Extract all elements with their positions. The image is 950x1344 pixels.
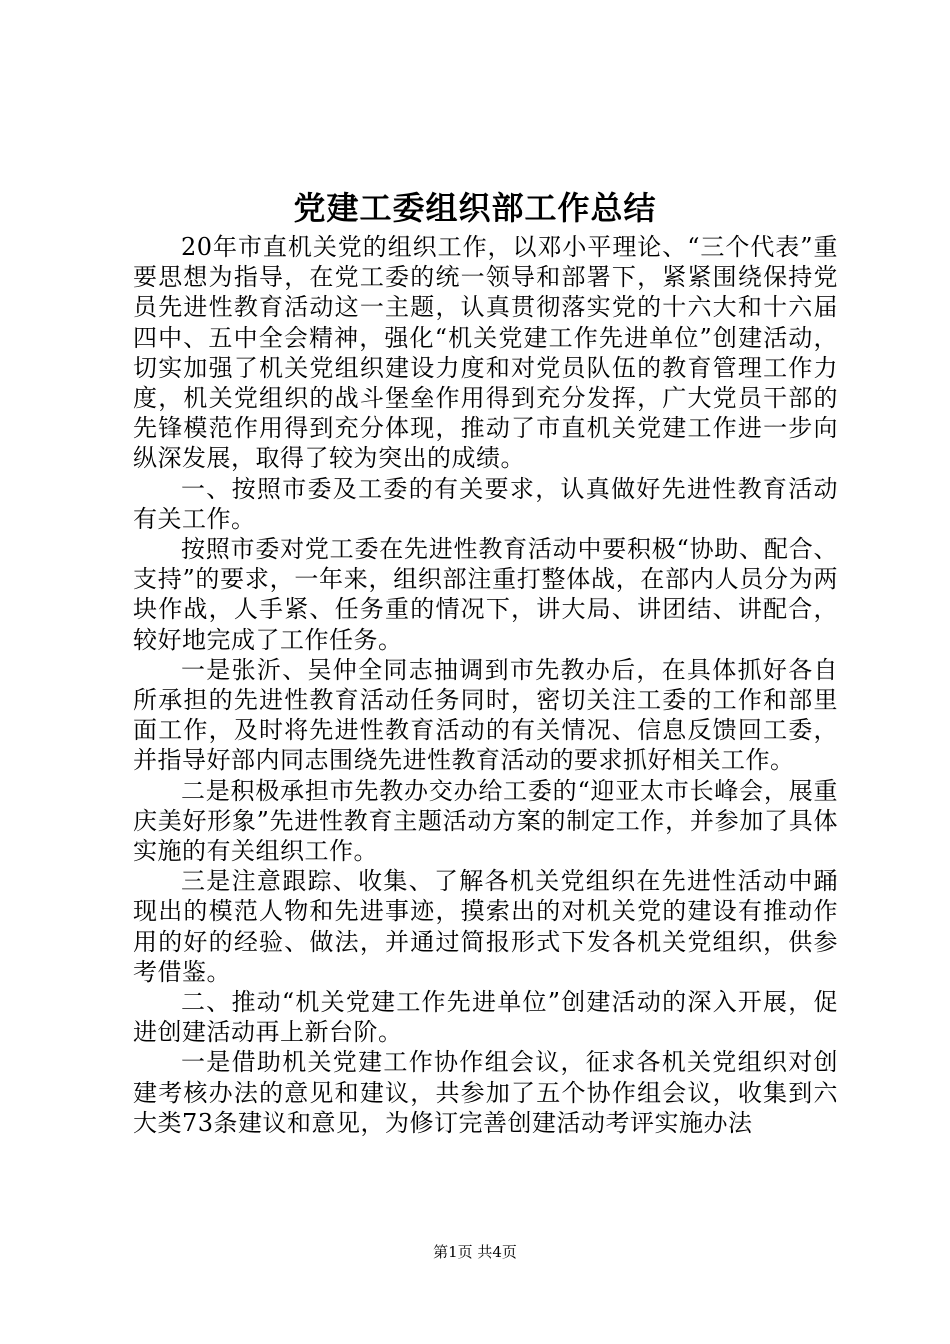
section-heading-2: 二、推动“机关党建工作先进单位”创建活动的深入开展，促进创建活动再上新台阶。 bbox=[133, 988, 838, 1047]
paragraph-intro: 20年市直机关党的组织工作，以邓小平理论、“三个代表”重要思想为指导，在党工委的统一领导和部署下，紧紧围绕保持党员先进性教育活动这一主题，认真贯彻落实党的十六大和十六届四中、五中全会精神，强化“机关党建工作先进单位”创建活动，切实加强了机关党组织建设力度和对党员队伍的教育管理工作力度，机关党组织的战斗堡垒作用得到充分发挥，广大党员干部的先锋模范作用得到充分体现，推动了市直机关党建工作进一步向纵深发展，取得了较为突出的成绩。 bbox=[133, 233, 838, 473]
document-body bbox=[133, 232, 838, 1138]
document-title: 党建工委组织部工作总结 bbox=[293, 189, 657, 227]
paragraph: 一是张沂、吴仲全同志抽调到市先教办后，在具体抓好各自所承担的先进性教育活动任务同时，密切关注工委的工作和部里面工作，及时将先进性教育活动的有关情况、信息反馈回工委，并指导好部内同志围绕先进性教育活动的要求抓好相关工作。 bbox=[133, 655, 838, 775]
paragraph: 二是积极承担市先教办交办给工委的“迎亚太市长峰会，展重庆美好形象”先进性教育主题活动方案的制定工作，并参加了具体实施的有关组织工作。 bbox=[133, 776, 838, 866]
section-heading-1: 一、按照市委及工委的有关要求，认真做好先进性教育活动有关工作。 bbox=[133, 474, 838, 533]
page-footer: 第1页 共4页 bbox=[433, 1243, 517, 1261]
paragraph: 按照市委对党工委在先进性教育活动中要积极“协助、配合、支持”的要求，一年来，组织部注重打整体战，在部内人员分为两块作战，人手紧、任务重的情况下，讲大局、讲团结、讲配合，较好地完成了工作任务。 bbox=[133, 535, 838, 654]
paragraph: 三是注意跟踪、收集、了解各机关党组织在先进性活动中踊现出的模范人物和先进事迹，摸索出的对机关党的建设有推动作用的好的经验、做法，并通过简报形式下发各机关党组织，供参考借鉴。 bbox=[133, 867, 838, 986]
paragraph: 一是借助机关党建工作协作组会议，征求各机关党组织对创建考核办法的意见和建议，共参加了五个协作组会议，收集到六大类73条建议和意见，为修订完善创建活动考评实施办法 bbox=[133, 1048, 838, 1137]
